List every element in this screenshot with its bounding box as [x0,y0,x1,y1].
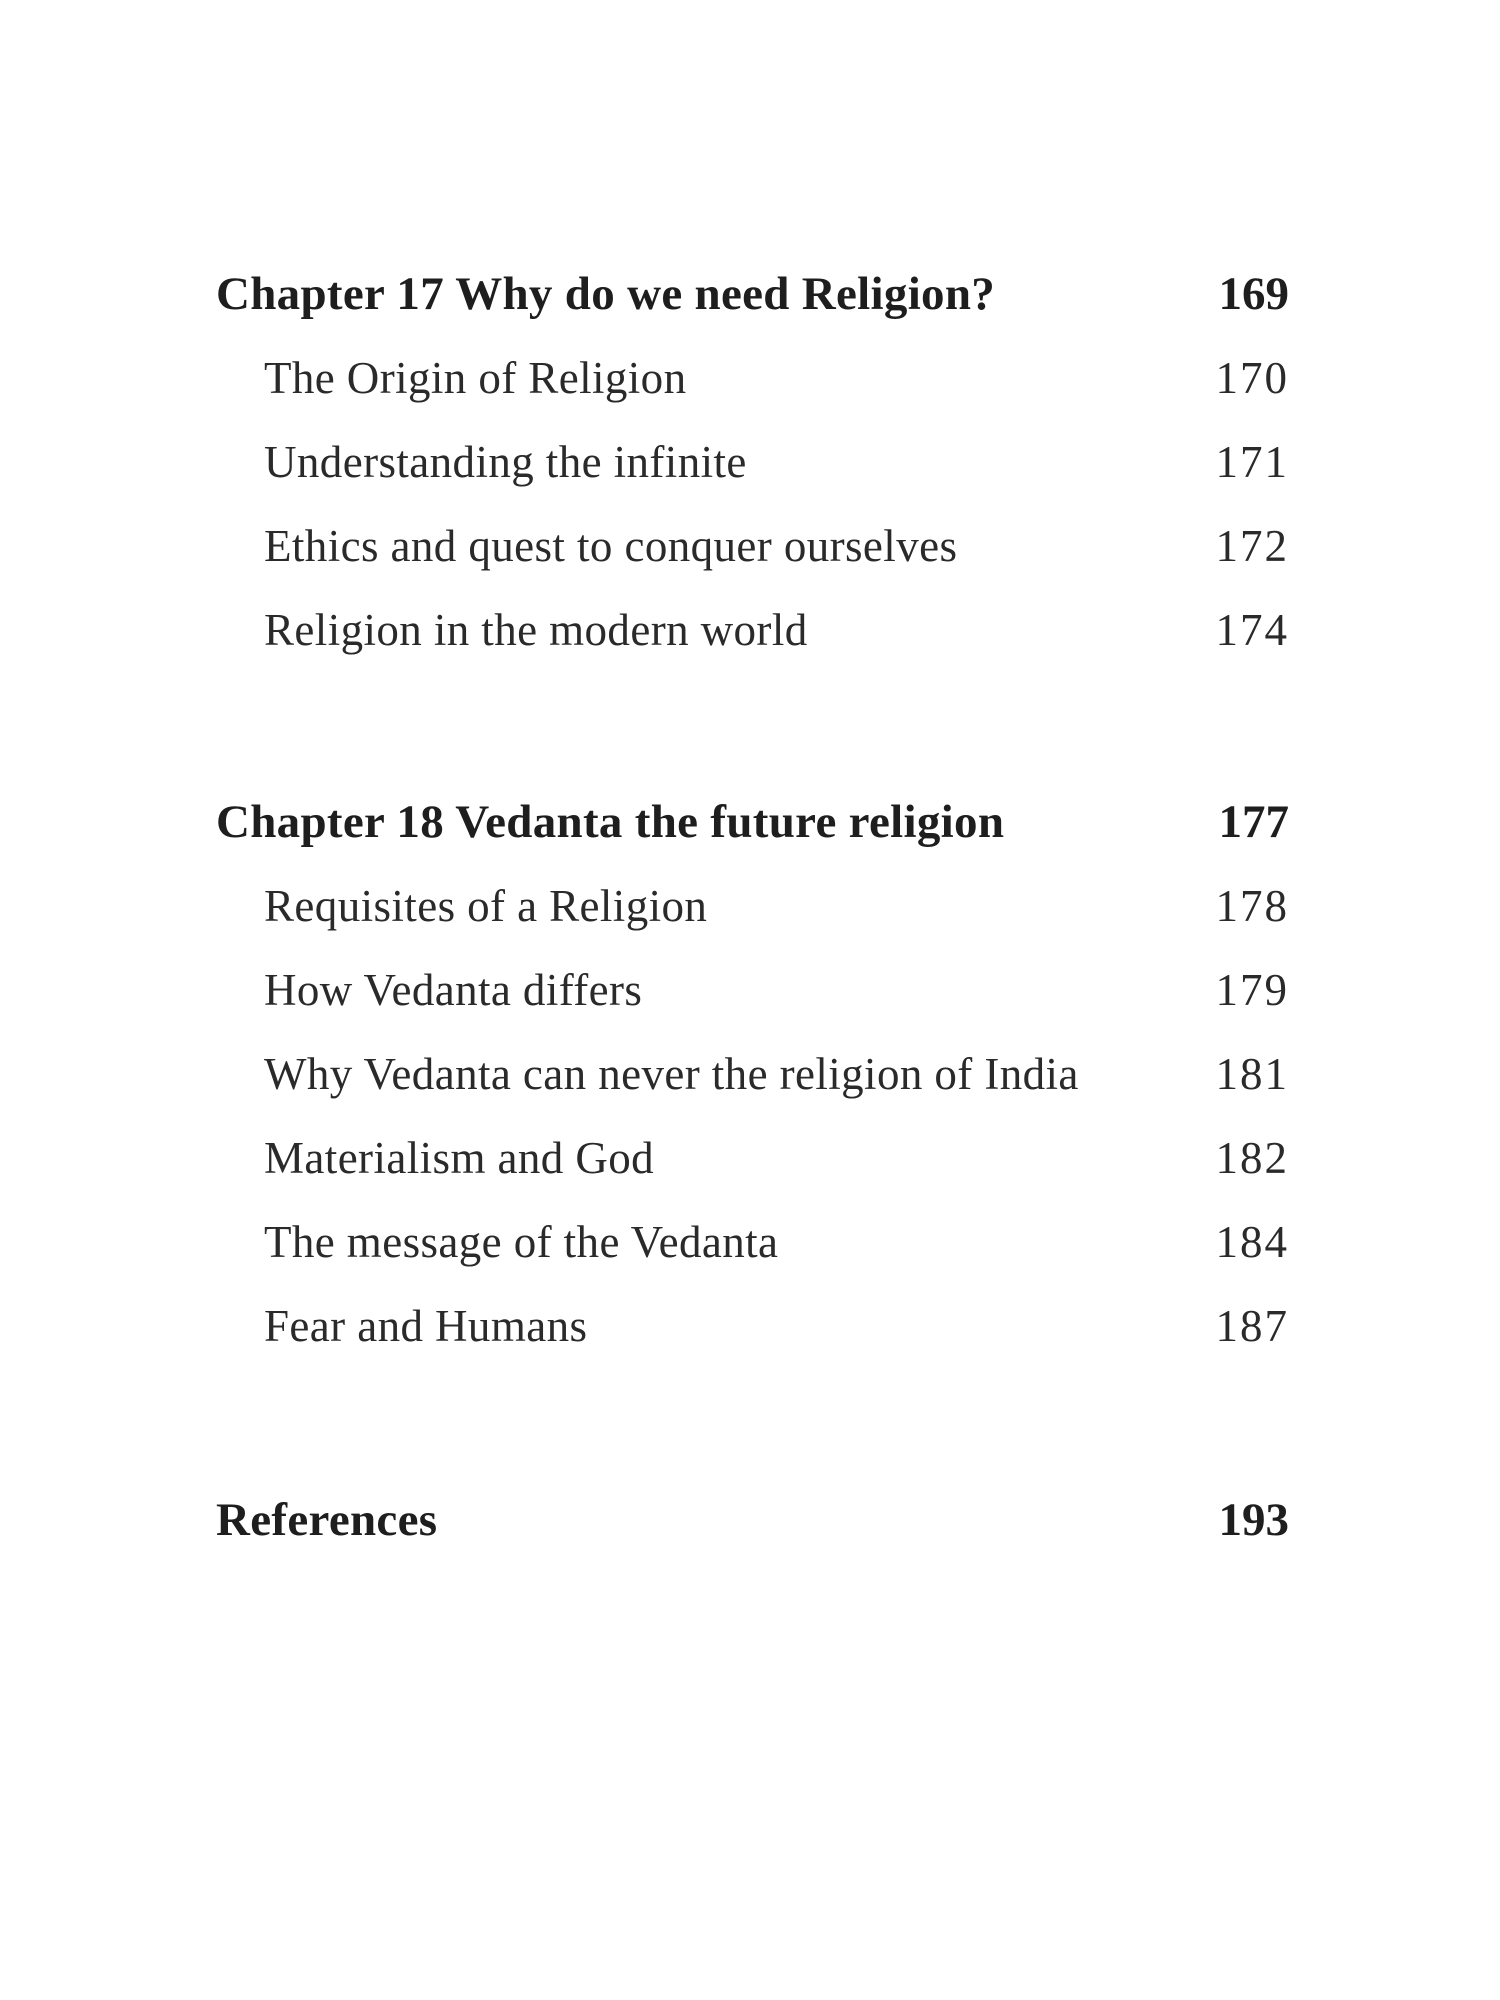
chapter-page-number: 177 [1218,796,1289,848]
section-entry [0,348,1500,408]
chapter-title: Chapter 17 Why do we need Religion? [216,268,996,320]
section-page-number: 184 [1215,1217,1289,1267]
section-title: Understanding the infinite [264,437,747,487]
section-title: Fear and Humans [264,1301,588,1351]
chapter-17-entry [0,264,1500,324]
section-title: Requisites of a Religion [264,881,708,931]
section-title: The message of the Vedanta [264,1217,779,1267]
section-title: Materialism and God [264,1133,655,1183]
section-entry [0,1212,1500,1272]
section-title: Why Vedanta can never the religion of India [264,1049,1079,1099]
section-title: Ethics and quest to conquer ourselves [264,521,958,571]
section-entry [0,1296,1500,1356]
section-page-number: 179 [1215,965,1289,1015]
section-entry [0,1044,1500,1104]
section-title: How Vedanta differs [264,965,643,1015]
section-page-number: 171 [1215,437,1289,487]
section-entry [0,960,1500,1020]
section-page-number: 174 [1215,605,1289,655]
chapter-title: Chapter 18 Vedanta the future religion [216,796,1005,848]
chapter-page-number: 169 [1218,268,1289,320]
section-page-number: 187 [1215,1301,1289,1351]
section-page-number: 181 [1215,1049,1289,1099]
section-entry [0,1128,1500,1188]
section-title: Religion in the modern world [264,605,808,655]
section-page-number: 172 [1215,521,1289,571]
references-title: References [216,1494,438,1546]
section-page-number: 178 [1215,881,1289,931]
references-page-number: 193 [1218,1494,1289,1546]
section-page-number: 170 [1215,353,1289,403]
section-entry [0,516,1500,576]
section-page-number: 182 [1215,1133,1289,1183]
references-entry [0,1490,1500,1550]
section-entry [0,876,1500,936]
section-entry [0,600,1500,660]
section-entry [0,432,1500,492]
chapter-18-entry [0,792,1500,852]
section-title: The Origin of Religion [264,353,687,403]
